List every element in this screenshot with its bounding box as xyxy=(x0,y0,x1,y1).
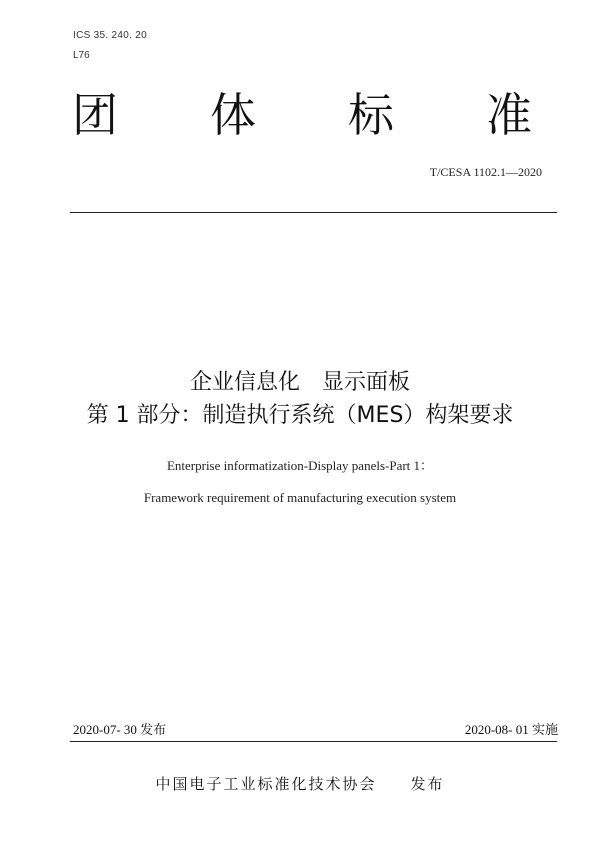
ccs-code: L76 xyxy=(73,50,90,61)
title-chinese-line2: 第 1 部分：制造执行系统（MES）构架要求 xyxy=(86,403,514,428)
title-char-4: 准 xyxy=(486,88,532,142)
title-english-line2: Framework requirement of manufacturing execution system xyxy=(143,490,457,505)
title-char-3: 标 xyxy=(348,88,394,142)
title-char-1: 团 xyxy=(72,88,118,142)
publish-date: 2020-07- 30 发布 xyxy=(73,722,167,737)
ics-code: ICS 35. 240. 20 xyxy=(73,30,147,41)
bottom-divider xyxy=(70,741,557,742)
title-chinese-line1: 企业信息化 显示面板 xyxy=(189,370,410,395)
implement-date: 2020-08- 01 实施 xyxy=(464,722,558,737)
issuing-organization: 中国电子工业标准化技术协会 发布 xyxy=(155,775,445,793)
standard-number: T/CESA 1102.1—2020 xyxy=(429,165,542,179)
standard-category-title xyxy=(72,88,532,142)
title-english-line1: Enterprise informatization-Display panels-Part 1： xyxy=(166,458,434,473)
title-char-2: 体 xyxy=(210,88,256,142)
top-divider xyxy=(70,212,557,213)
